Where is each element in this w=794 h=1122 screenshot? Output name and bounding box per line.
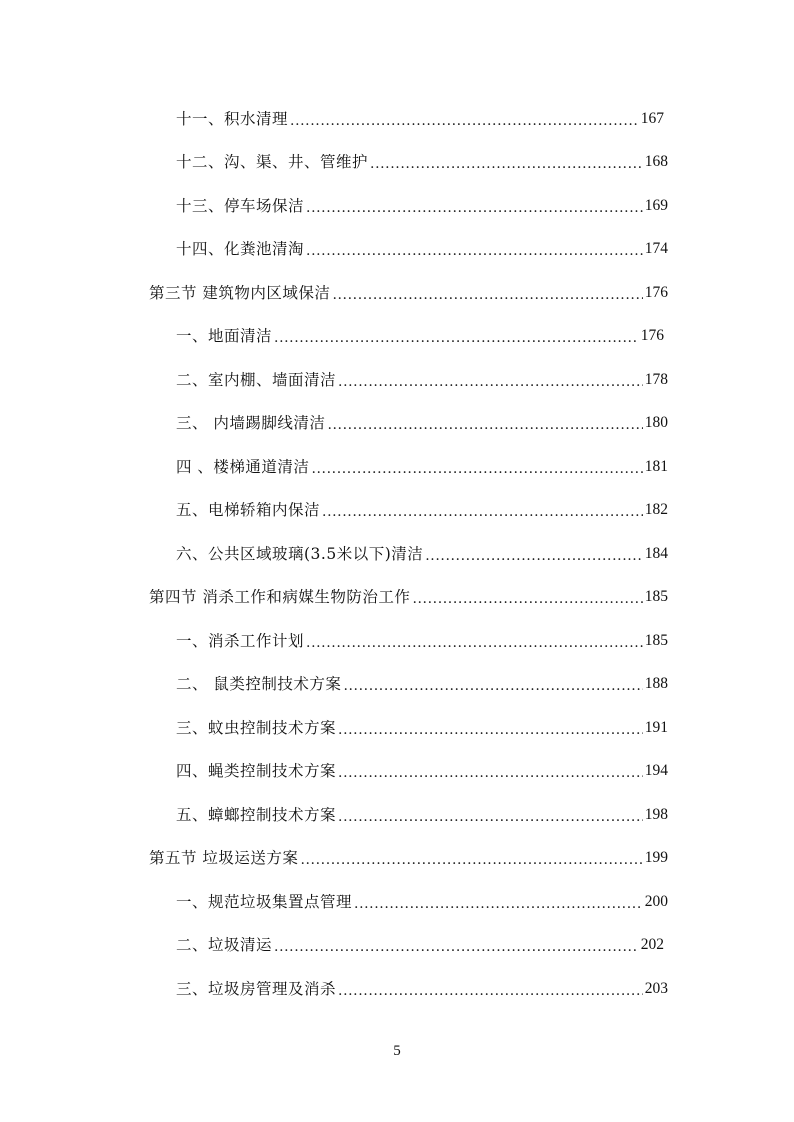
toc-section-entry[interactable] — [149, 838, 668, 868]
toc-entry-title: 二、垃圾清运 — [176, 936, 273, 954]
toc-entry[interactable] — [176, 490, 668, 520]
toc-entry[interactable] — [176, 969, 668, 999]
toc-leader-dots — [300, 848, 642, 868]
toc-entry-page: 180 — [644, 414, 668, 431]
toc-entry-title: 二、 鼠类控制技术方案 — [176, 675, 342, 693]
toc-entry[interactable] — [176, 360, 668, 390]
toc-entry[interactable] — [176, 534, 668, 564]
toc-entry-title: 一、地面清洁 — [176, 327, 273, 345]
toc-entry-page: 178 — [644, 371, 668, 388]
toc-entry[interactable] — [176, 142, 668, 172]
toc-leader-dots — [338, 979, 643, 999]
toc-entry-title: 五、蟑螂控制技术方案 — [176, 806, 337, 824]
toc-leader-dots — [354, 892, 643, 912]
toc-entry[interactable] — [176, 708, 668, 738]
toc-entry-page: 176 — [640, 327, 664, 344]
toc-entry[interactable] — [176, 751, 668, 781]
toc-entry-title: 十四、化粪池清淘 — [176, 240, 305, 258]
toc-entry-title: 一、消杀工作计划 — [176, 632, 305, 650]
toc-leader-dots — [311, 457, 642, 477]
toc-entry[interactable] — [176, 403, 668, 433]
toc-leader-dots — [274, 326, 639, 346]
toc-leader-dots — [338, 761, 643, 781]
toc-entry-page: 176 — [644, 284, 668, 301]
toc-entry[interactable] — [176, 186, 668, 216]
toc-leader-dots — [306, 631, 643, 651]
toc-entry-title: 五、电梯轿箱内保洁 — [176, 501, 321, 519]
toc-entry[interactable] — [176, 621, 668, 651]
toc-entry[interactable] — [176, 795, 668, 825]
toc-entry-title: 六、公共区域玻璃(3.5米以下)清洁 — [176, 545, 424, 563]
toc-entry-title: 一、规范垃圾集置点管理 — [176, 893, 353, 911]
toc-entry-page: 198 — [644, 806, 668, 823]
toc-entry-title: 十二、沟、渠、井、管维护 — [176, 153, 369, 171]
toc-leader-dots — [370, 152, 643, 172]
toc-entry-title: 第五节 垃圾运送方案 — [149, 849, 299, 867]
toc-entry-page: 191 — [644, 719, 668, 736]
toc-entry-title: 三、蚊虫控制技术方案 — [176, 719, 337, 737]
toc-entry[interactable] — [176, 447, 668, 477]
toc-entry[interactable] — [176, 882, 668, 912]
toc-entry-title: 三、 内墙踢脚线清洁 — [176, 414, 326, 432]
toc-entry-page: 169 — [644, 197, 668, 214]
toc-leader-dots — [322, 500, 643, 520]
toc-entry-page: 167 — [640, 110, 664, 127]
toc-leader-dots — [343, 674, 642, 694]
toc-entry-page: 188 — [644, 675, 668, 692]
toc-entry-page: 203 — [644, 980, 668, 997]
toc-leader-dots — [274, 935, 639, 955]
toc-leader-dots — [290, 109, 639, 129]
toc-leader-dots — [338, 805, 643, 825]
toc-leader-dots — [338, 718, 643, 738]
toc-leader-dots — [306, 196, 643, 216]
toc-entry[interactable] — [176, 925, 664, 955]
toc-entry-page: 202 — [640, 936, 664, 953]
toc-entry-title: 四、蝇类控制技术方案 — [176, 762, 337, 780]
toc-leader-dots — [332, 283, 642, 303]
toc-entry-page: 184 — [644, 545, 668, 562]
toc-entry-title: 三、垃圾房管理及消杀 — [176, 980, 337, 998]
toc-entry-page: 185 — [644, 632, 668, 649]
toc-entry[interactable] — [176, 316, 664, 346]
toc-section-entry[interactable] — [149, 273, 668, 303]
toc-entry-title: 四 、楼梯通道清洁 — [176, 458, 310, 476]
toc-leader-dots — [327, 413, 642, 433]
toc-entry-title: 二、室内棚、墙面清洁 — [176, 371, 337, 389]
toc-entry-page: 200 — [644, 893, 668, 910]
toc-entry-title: 十三、停车场保洁 — [176, 197, 305, 215]
toc-entry[interactable] — [176, 664, 668, 694]
toc-entry-page: 168 — [644, 153, 668, 170]
page-number: 5 — [393, 1043, 401, 1059]
toc-entry[interactable] — [176, 229, 668, 259]
toc-leader-dots — [425, 544, 643, 564]
toc-leader-dots — [412, 587, 642, 607]
toc-leader-dots — [306, 239, 643, 259]
toc-entry-page: 199 — [644, 849, 668, 866]
toc-entry[interactable] — [176, 99, 664, 129]
toc-entry-title: 第四节 消杀工作和病媒生物防治工作 — [149, 588, 411, 606]
toc-entry-title: 第三节 建筑物内区域保洁 — [149, 284, 331, 302]
toc-entry-page: 182 — [644, 501, 668, 518]
toc-entry-page: 181 — [644, 458, 668, 475]
toc-section-entry[interactable] — [149, 577, 668, 607]
toc-entry-title: 十一、积水清理 — [176, 110, 289, 128]
toc-entry-page: 174 — [644, 240, 668, 257]
toc-entry-page: 194 — [644, 762, 668, 779]
toc-leader-dots — [338, 370, 643, 390]
toc-entry-page: 185 — [644, 588, 668, 605]
